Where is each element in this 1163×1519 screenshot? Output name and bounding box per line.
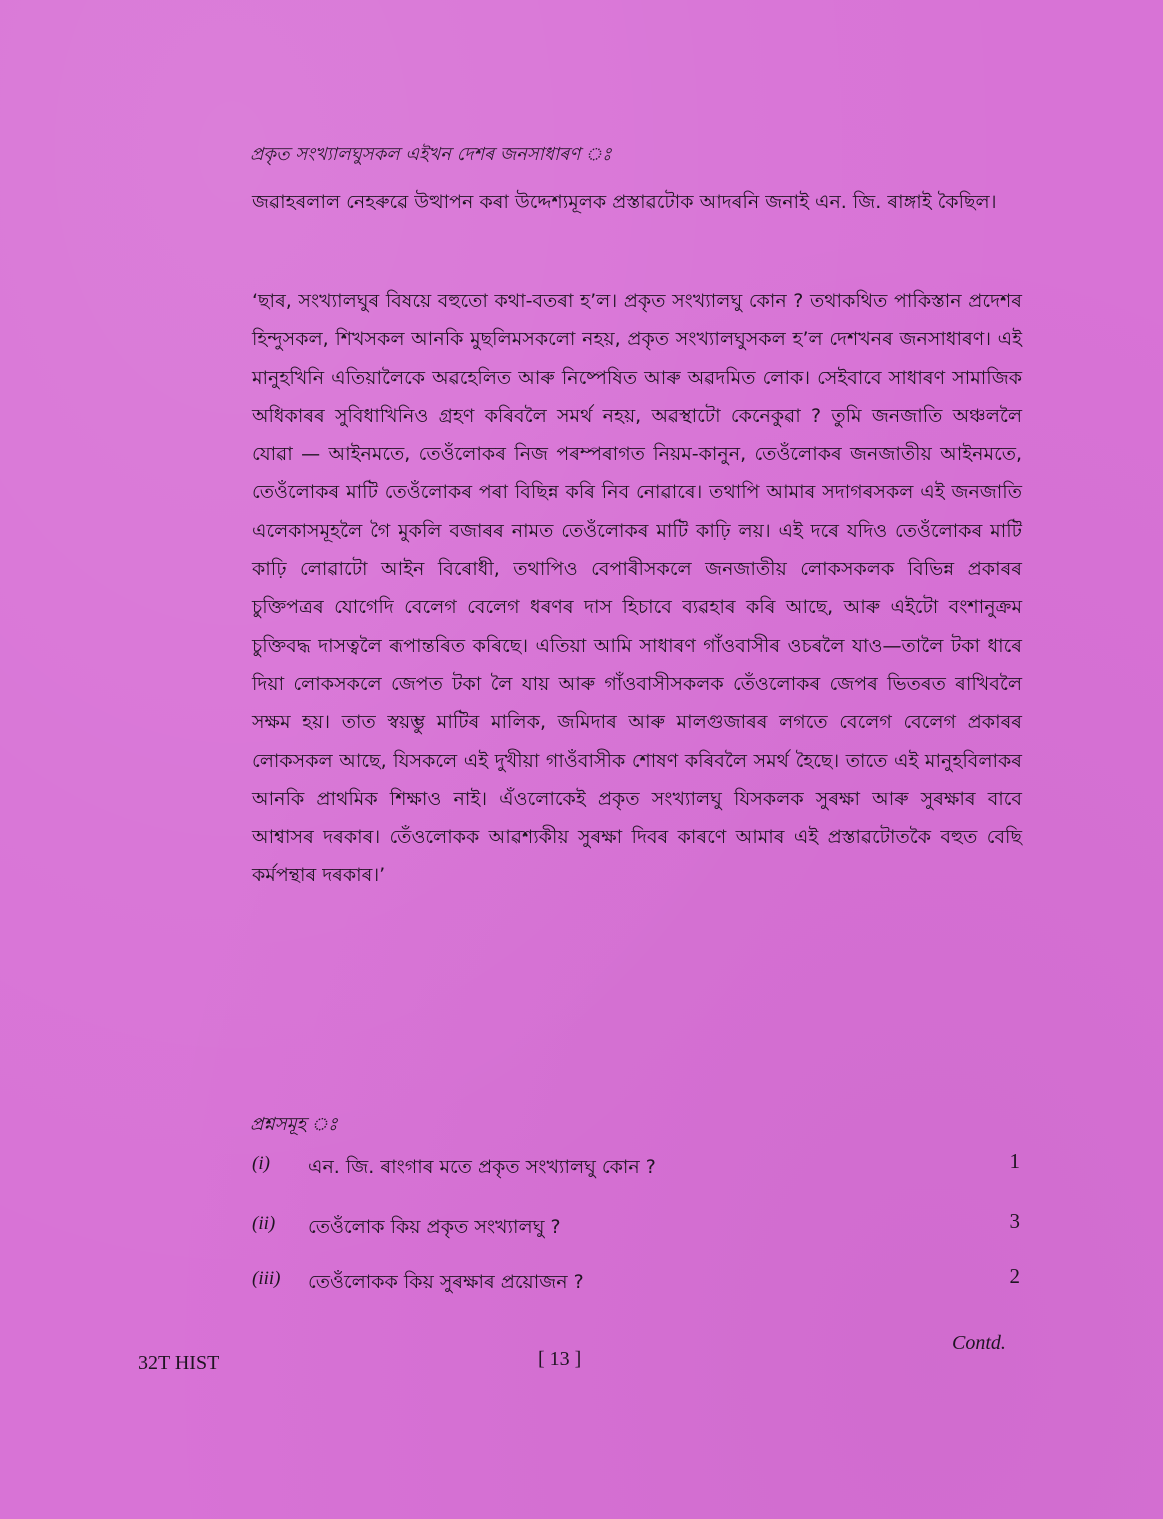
paper-code: 32T HIST	[138, 1352, 220, 1374]
passage-heading: প্ৰকৃত সংখ্যালঘুসকল এইখন দেশৰ জনসাধাৰণ ঃ	[250, 144, 612, 165]
question-marks: 1	[1009, 1149, 1020, 1173]
question-1	[250, 1149, 1020, 1183]
question-marks: 3	[1009, 1209, 1020, 1233]
page-number: [ 13 ]	[538, 1348, 582, 1370]
question-3	[250, 1264, 1020, 1298]
continued-label: Contd.	[952, 1332, 1006, 1354]
passage-quote: ‘ছাৰ, সংখ্যালঘুৰ বিষয়ে বহুতো কথা-বতৰা হ’ল। প্ৰকৃত সংখ্যালঘু কোন ? তথাকথিত পাকিস্তান প্ৰদেশৰ হিন্দুসকল, শিখসকল আনকি মুছলিমসকলো নহয়, প্ৰকৃত সংখ্যালঘুসকল হ’ল দেশখনৰ জনসাধাৰণ। এই মানুহখিনি এতিয়ালৈকে অৱহেলিত আৰু নিষ্পেষিত আৰু অৱদমিত লোক। সেইবাবে সাধাৰণ সামাজিক অধিকাৰৰ সুবিধাখিনিও গ্ৰহণ কৰিবলৈ সমৰ্থ নহয়, অৱস্থাটো কেনেকুৱা ? তুমি জনজাতি অঞ্চললৈ যোৱা — আইনমতে, তেওঁলোকৰ নিজ পৰম্পৰাগত নিয়ম-কানুন, তেওঁলোকৰ জনজাতীয় আইনমতে, তেওঁলোকৰ মাটি তেওঁলোকৰ পৰা বিছিন্ন কৰি নিব নোৱাৰে। তথাপি আমাৰ সদাগৰসকল এই জনজাতি এলেকাসমূহলৈ গৈ মুকলি বজাৰৰ নামত তেওঁলোকৰ মাটি কাঢ়ি লয়। এই দৰে যদিও তেওঁলোকৰ মাটি কাঢ়ি লোৱাটো আইন বিৰোধী, তথাপিও বেপাৰীসকলে জনজাতীয় লোকসকলক বিভিন্ন প্ৰকাৰৰ চুক্তিপত্ৰৰ যোগেদি বেলেগ বেলেগ ধৰণৰ দাস হিচাবে ব্যৱহাৰ কৰি আছে, আৰু এইটো বংশানুক্ৰম চুক্তিবদ্ধ দাসত্বলৈ ৰূপান্তৰিত কৰিছে। এতিয়া আমি সাধাৰণ গাঁওবাসীৰ ওচৰলৈ যাও—তালৈ টকা ধাৰে দিয়া লোকসকলে জেপত টকা লৈ যায় আৰু গাঁওবাসীসকলক তেঁওলোকৰ জেপৰ ভিতৰত ৰাখিবলৈ সক্ষম হয়। তাত স্বয়ম্ভু মাটিৰ মালিক, জমিদাৰ আৰু মালগুজাৰৰ লগতে বেলেগ বেলেগ প্ৰকাৰৰ লোকসকল আছে, যিসকলে এই দুখীয়া গাওঁবাসীক শোষণ কৰিবলৈ সমৰ্থ হৈছে। তাতে এই মানুহবিলাকৰ আনকি প্ৰাথমিক শিক্ষাও নাই। এঁওলোকেই প্ৰকৃত সংখ্যালঘু যিসকলক সুৰক্ষা আৰু সুৰক্ষাৰ বাবে আশ্বাসৰ দৰকাৰ। তেঁওলোকক আৱশ্যকীয় সুৰক্ষা দিবৰ কাৰণে আমাৰ এই প্ৰস্তাৱটোতকৈ বহুত বেছি কৰ্মপন্থাৰ দৰকাৰ।’	[252, 290, 1022, 887]
question-number: (iii)	[252, 1268, 281, 1289]
question-text: তেওঁলোকক কিয় সুৰক্ষাৰ প্ৰয়োজন ?	[308, 1271, 584, 1293]
question-number: (ii)	[252, 1213, 276, 1234]
question-2	[250, 1209, 1020, 1243]
passage-intro: জৱাহৰলাল নেহৰুৱে উত্থাপন কৰা উদ্দেশ্যমূলক প্ৰস্তাৱটোক আদৰনি জনাই এন. জি. ৰাঙ্গাই কৈছিল।	[252, 191, 997, 213]
question-text: তেওঁলোক কিয় প্ৰকৃত সংখ্যালঘু ?	[308, 1216, 561, 1238]
question-text: এন. জি. ৰাংগাৰ মতে প্ৰকৃত সংখ্যালঘু কোন ?	[308, 1156, 656, 1178]
question-number: (i)	[252, 1153, 270, 1174]
question-marks: 2	[1009, 1264, 1020, 1288]
questions-heading: প্ৰশ্নসমূহ ঃ	[250, 1114, 338, 1135]
